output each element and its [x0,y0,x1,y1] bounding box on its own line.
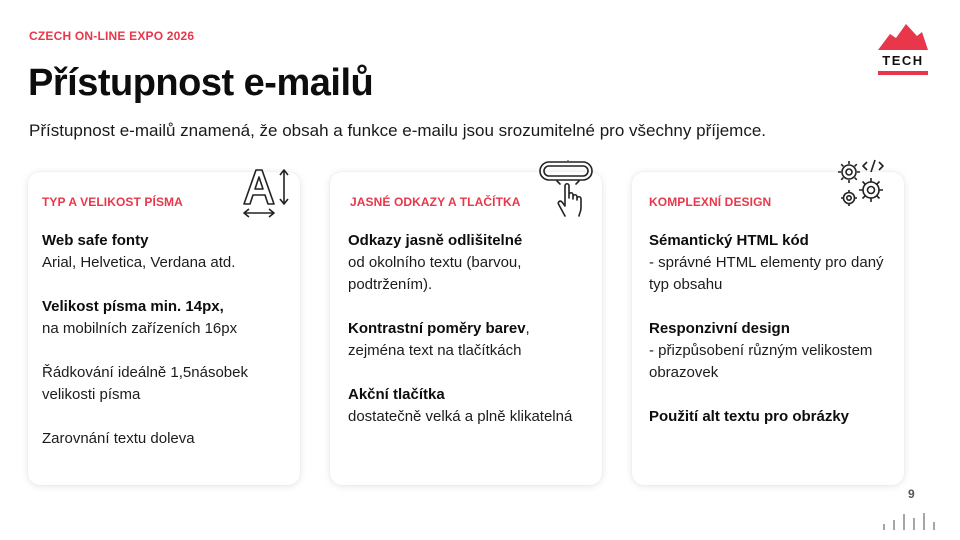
item-heading: Responzivní design [649,320,790,337]
item-heading: Velikost písma min. 14px, [42,298,224,315]
card-body [649,230,899,450]
item-heading: Použití alt textu pro obrázky [649,408,850,425]
item-text: zejména text na tlačítkách [348,342,522,359]
item-text: od okolního textu (barvou, podtržením). [348,254,522,293]
page-number: 9 [908,487,915,501]
eyebrow-label: CZECH ON-LINE EXPO 2026 [29,29,195,43]
card-font-size [28,172,300,485]
item-text: - správné HTML elementy pro daný typ obsahu [649,254,884,293]
card-title: JASNÉ ODKAZY A TLAČÍTKA [350,195,521,209]
page-subtitle: Přístupnost e-mailů znamená, že obsah a funkce e-mailu jsou srozumitelné pro všechny příjemce. [29,121,767,140]
card-complex-design [632,172,904,485]
list-item [649,318,899,384]
list-item [649,406,899,428]
list-item [42,296,292,340]
mountain-logo-icon [876,22,930,78]
item-heading: Odkazy jasně odlišitelné [348,232,523,249]
logo-text: TECH [882,53,924,68]
list-item [348,230,598,296]
item-text: Zarovnání textu doleva [42,430,195,447]
item-text: Arial, Helvetica, Verdana atd. [42,254,236,271]
list-item [42,428,292,450]
page-title: Přístupnost e-mailů [28,62,374,104]
list-item [42,362,292,406]
list-item [649,230,899,296]
item-heading: Kontrastní poměry barev [348,320,526,337]
card-body [348,230,598,450]
decorative-bars-icon [880,512,936,530]
item-heading: Sémantický HTML kód [649,232,809,249]
card-title: TYP A VELIKOST PÍSMA [42,195,183,209]
item-text: Řádkování ideálně 1,5násobek velikosti písma [42,364,248,403]
item-suffix: , [525,320,530,337]
card-links-buttons [330,172,602,485]
item-text: na mobilních zařízeních 16px [42,320,238,337]
list-item [348,384,598,428]
item-text: - přizpůsobení různým velikostem obrazovek [649,342,873,381]
card-title: KOMPLEXNÍ DESIGN [649,195,772,209]
item-text: dostatečně velká a plně klikatelná [348,408,573,425]
gears-code-icon [835,156,887,212]
list-item [348,318,598,362]
tech-logo [876,22,930,78]
click-button-icon [538,160,594,218]
item-heading: Akční tlačítka [348,386,445,403]
list-item [42,230,292,274]
font-size-icon [240,166,292,220]
item-heading: Web safe fonty [42,232,149,249]
card-body [42,230,292,472]
